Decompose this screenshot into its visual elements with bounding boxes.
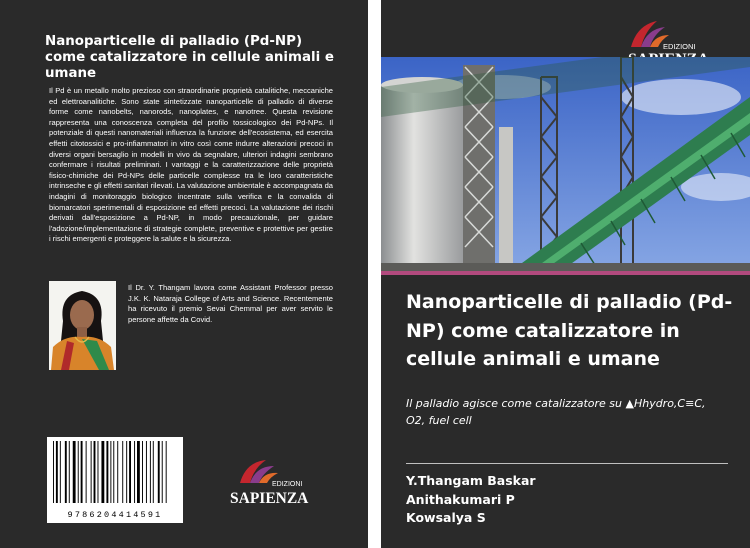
- logo-label-top: EDIZIONI: [663, 42, 696, 51]
- divider: [406, 463, 728, 464]
- author-name: Y.Thangam Baskar: [406, 473, 536, 488]
- author-name: Anithakumari P: [406, 491, 515, 507]
- back-cover-blurb: Il Pd è un metallo molto prezioso con straordinarie proprietà catalitiche, meccaniche ed elettroanalitiche. Sono state sintetizzate nanoparticelle di palladio di diverse forme come nanobelts, nanorods, nanoplates, e nanotree. Questa revisione rappresenta una conoscenza completa del profilo tossicologico dei Pd-NPs. Il potenziale di questi nanomateriali influenza la funzione dell'ecosistema, ed esercita effetti citotossici e pro-infiammatori in vitro così come indurre alterazioni precoci in diversi organi bersaglio in modelli in vivo da segnalare, ulteriori indagini sembrano confermare i risultati preliminari. I vantaggi e la caratterizzazione delle proprietà fisico-chimiche dei Pd-NPs delle particelle complesse tra le loro caratteristiche intrinseche e gli effetti sanitari rilevati. La valutazione ambientale è accompagnata da indagini di monitoraggio biologico incentrate sulla verifica e la convalida di biomarcatori sperimentali di esposizione ed effetti precoci. La valutazione dei rischi derivati dall'esposizione a Pd-NP, in modo precauzionale, per guidare l'adozione/implementazione di strategie complete, preventive e protettive per gestire i rischi emergenti e proteggere la salute e la sicurezza.: [49, 86, 333, 244]
- publisher-logo: [226, 456, 310, 508]
- logo-emblem-icon: [240, 460, 278, 483]
- accent-bar: [381, 271, 750, 275]
- author-photo: [49, 281, 116, 370]
- author-name: Kowsalya S: [406, 510, 486, 525]
- logo-label-main: SAPIENZA: [230, 490, 309, 507]
- author-bio: Il Dr. Y. Thangam lavora come Assistant Professor presso J.K. K. Nataraja College of Arts and Science. Recentemente ha ricevuto il premio Sevai Chemmal per aver servito le persone affette da Covid.: [128, 283, 333, 324]
- back-cover: [0, 0, 368, 548]
- isbn-number: 9786204414591: [67, 510, 163, 520]
- book-title: Nanoparticelle di palladio (Pd-NP) come catalizzatore in cellule animali e umane: [406, 291, 733, 370]
- book-subtitle: Il palladio agisce come catalizzatore su ▲Hhydro,C≡C, O2, fuel cell: [406, 397, 706, 427]
- back-cover-title: Nanoparticelle di palladio (Pd-NP) come catalizzatore in cellule animali e umane: [45, 34, 334, 81]
- isbn-barcode: [47, 437, 183, 523]
- logo-label-top: EDIZIONI: [272, 481, 303, 488]
- front-cover: [381, 0, 750, 548]
- author-list: [406, 472, 536, 528]
- cover-photo: [381, 57, 750, 271]
